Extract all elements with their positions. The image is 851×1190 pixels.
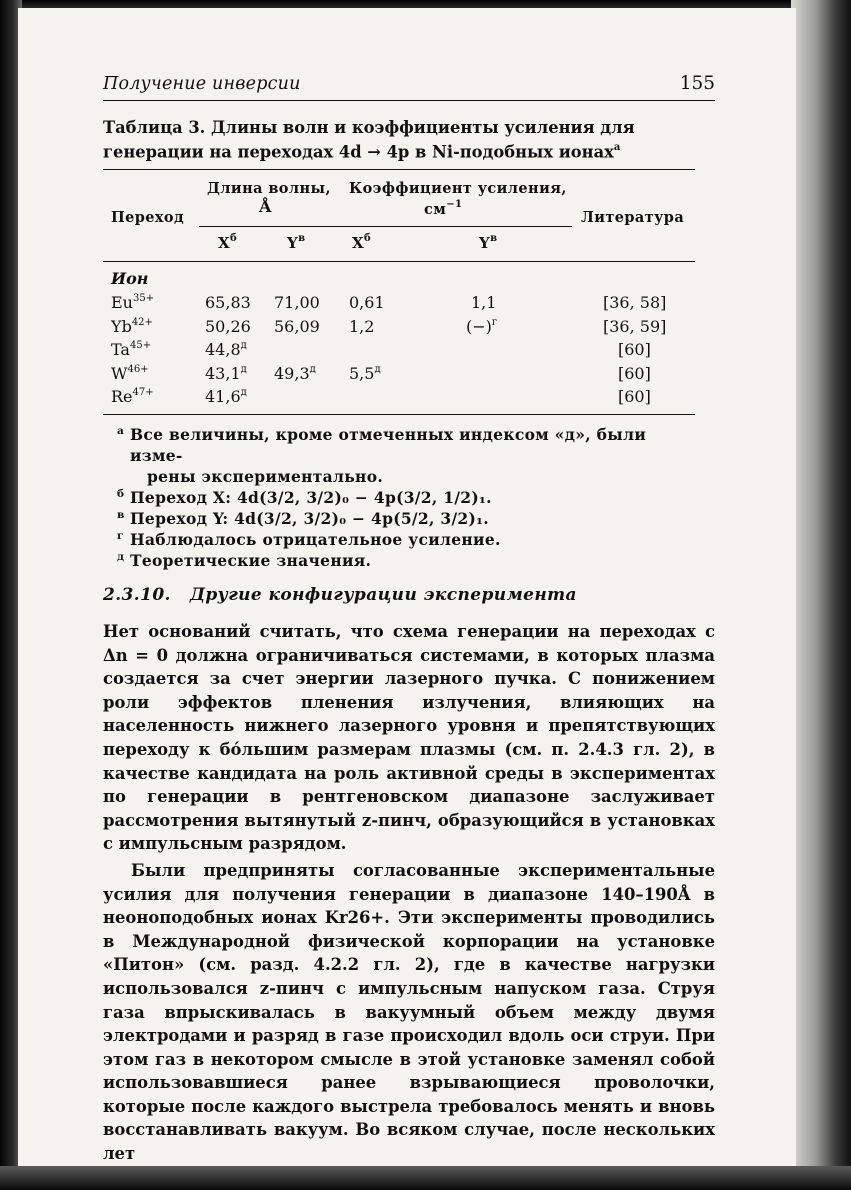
table-caption-text: . Длины волн и коэффициенты усиления для генерации на переходах 4d → 4p в Ni-подобных ионах	[103, 118, 635, 162]
row-wl-x: $41,6^д$	[205, 386, 247, 406]
footnote	[117, 424, 696, 487]
row-literature: [36, 58]	[603, 293, 667, 312]
row-wl-y: $49,3^д$	[274, 363, 316, 383]
footnote	[117, 550, 696, 571]
row-literature: [60]	[618, 387, 651, 406]
footnote	[117, 508, 696, 529]
row-ion: $Ta^{45+}$	[111, 339, 152, 359]
row-ion: $W^{46+}$	[111, 363, 149, 383]
header-transition: Переход	[111, 209, 185, 226]
table-group-label: Ион	[111, 269, 149, 288]
footnote-text-continued: рены экспериментально.	[147, 467, 384, 486]
row-wl-x: 65,83	[205, 293, 251, 312]
row-wl-y: 56,09	[274, 317, 320, 336]
header-gain-unit: $см^{-1}$	[424, 199, 463, 218]
table-caption-mark: а	[613, 142, 621, 153]
running-head-title: Получение инверсии	[103, 74, 301, 94]
table-caption-label: Таблица 3	[103, 118, 200, 137]
footnote-text: Теоретические значения.	[130, 551, 372, 570]
row-ion: $Eu^{35+}$	[111, 292, 155, 312]
row-literature: [60]	[618, 340, 651, 359]
table-bottom-rule	[103, 414, 695, 415]
footnote-text: Переход Y: 4d(3/2, 3/2)₀ − 4p(5/2, 3/2)₁.	[130, 509, 489, 528]
running-head	[103, 74, 715, 101]
header-wavelength: Длина волны,	[207, 180, 331, 197]
header-gain: Коэффициент усиления,	[349, 180, 567, 197]
footnote-mark: д	[117, 551, 125, 563]
scan-border-right	[791, 0, 851, 1190]
row-literature: [36, 59]	[603, 317, 667, 336]
body-text	[103, 620, 715, 1166]
row-wl-y: 71,00	[274, 293, 320, 312]
section-number: 2.3.10.	[103, 585, 171, 605]
row-wl-x: $44,8^д$	[205, 339, 247, 359]
header-wavelength-unit: Å	[259, 197, 272, 216]
footnote	[117, 529, 696, 550]
table-header-mid-rule	[199, 226, 572, 227]
scan-border-bottom	[0, 1166, 851, 1190]
footnote-text: Переход X: 4d(3/2, 3/2)₀ − 4p(3/2, 1/2)₁.	[130, 488, 492, 507]
row-literature: [60]	[618, 364, 651, 383]
footnote-mark: в	[117, 509, 125, 521]
table-header-bottom-rule	[103, 261, 695, 262]
row-gain-x: $5,5^д$	[349, 363, 381, 383]
header-y-wavelength: $Y^в$	[287, 233, 306, 252]
paragraph: Нет оснований считать, что схема генерации на переходах с Δn = 0 должна ограничиваться системами, в которых плазма создается за счет энергии лазерного пучка. С понижением роли эффектов пленения излучения, влияющих на населенность нижнего лазерного уровня и препятствующих переходу к бо́льшим размерам плазмы (см. п. 2.4.3 гл. 2), в качестве кандидата на роль активной среды в экспериментах по генерации в рентгеновском диапазоне заслуживает рассмотрения вытянутый z-пинч, образующийся в установках с импульсным разрядом.	[103, 622, 715, 854]
table-caption	[103, 117, 718, 162]
footnote	[117, 487, 696, 508]
row-ion: $Yb^{42+}$	[111, 316, 153, 336]
page-number: 155	[679, 73, 715, 94]
row-gain-x: 1,2	[349, 317, 375, 336]
footnote-text: Все величины, кроме отмеченных индексом «д», были изме-	[130, 425, 647, 465]
section-title: Другие конфигурации эксперимента	[189, 585, 577, 605]
paragraph: Были предприняты согласованные экспериментальные усилия для получения генерации в диапазоне 140–190Å в неоноподобных ионах Kr26+. Эти эксперименты проводились в Международной физической корпорации на установке «Питон» (см. разд. 4.2.2 гл. 2), где в качестве нагрузки использовался z-пинч с импульсным напуском газа. Струя газа впрыскивалась в вакуумный объем между двумя электродами и разряд в газе происходил вдоль оси струи. При этом газ в некотором смысле в этой установке заменял собой использовавшиеся ранее взрывающиеся проволочки, которые после каждого выстрела требовалось менять и вновь восстанавливать вакуум. Во всяком случае, после нескольких лет	[103, 860, 715, 1164]
row-wl-x: $43,1^д$	[205, 363, 247, 383]
section-heading	[103, 585, 577, 605]
header-literature: Литература	[581, 209, 685, 226]
table-top-rule	[103, 169, 695, 170]
row-gain-x: 0,61	[349, 293, 385, 312]
footnote-mark: б	[117, 488, 125, 500]
row-gain-y: $(-)^г$	[466, 316, 498, 336]
header-y-gain: $Y^в$	[479, 233, 498, 252]
row-gain-y: 1,1	[471, 293, 497, 312]
footnote-mark: г	[117, 530, 124, 542]
footnote-mark: а	[117, 425, 125, 437]
table-footnotes	[117, 424, 696, 571]
row-wl-x: 50,26	[205, 317, 251, 336]
header-x-wavelength: $X^б$	[218, 233, 238, 252]
row-ion: $Re^{47+}$	[111, 386, 154, 406]
footnote-text: Наблюдалось отрицательное усиление.	[130, 530, 501, 549]
header-x-gain: $X^б$	[352, 233, 372, 252]
